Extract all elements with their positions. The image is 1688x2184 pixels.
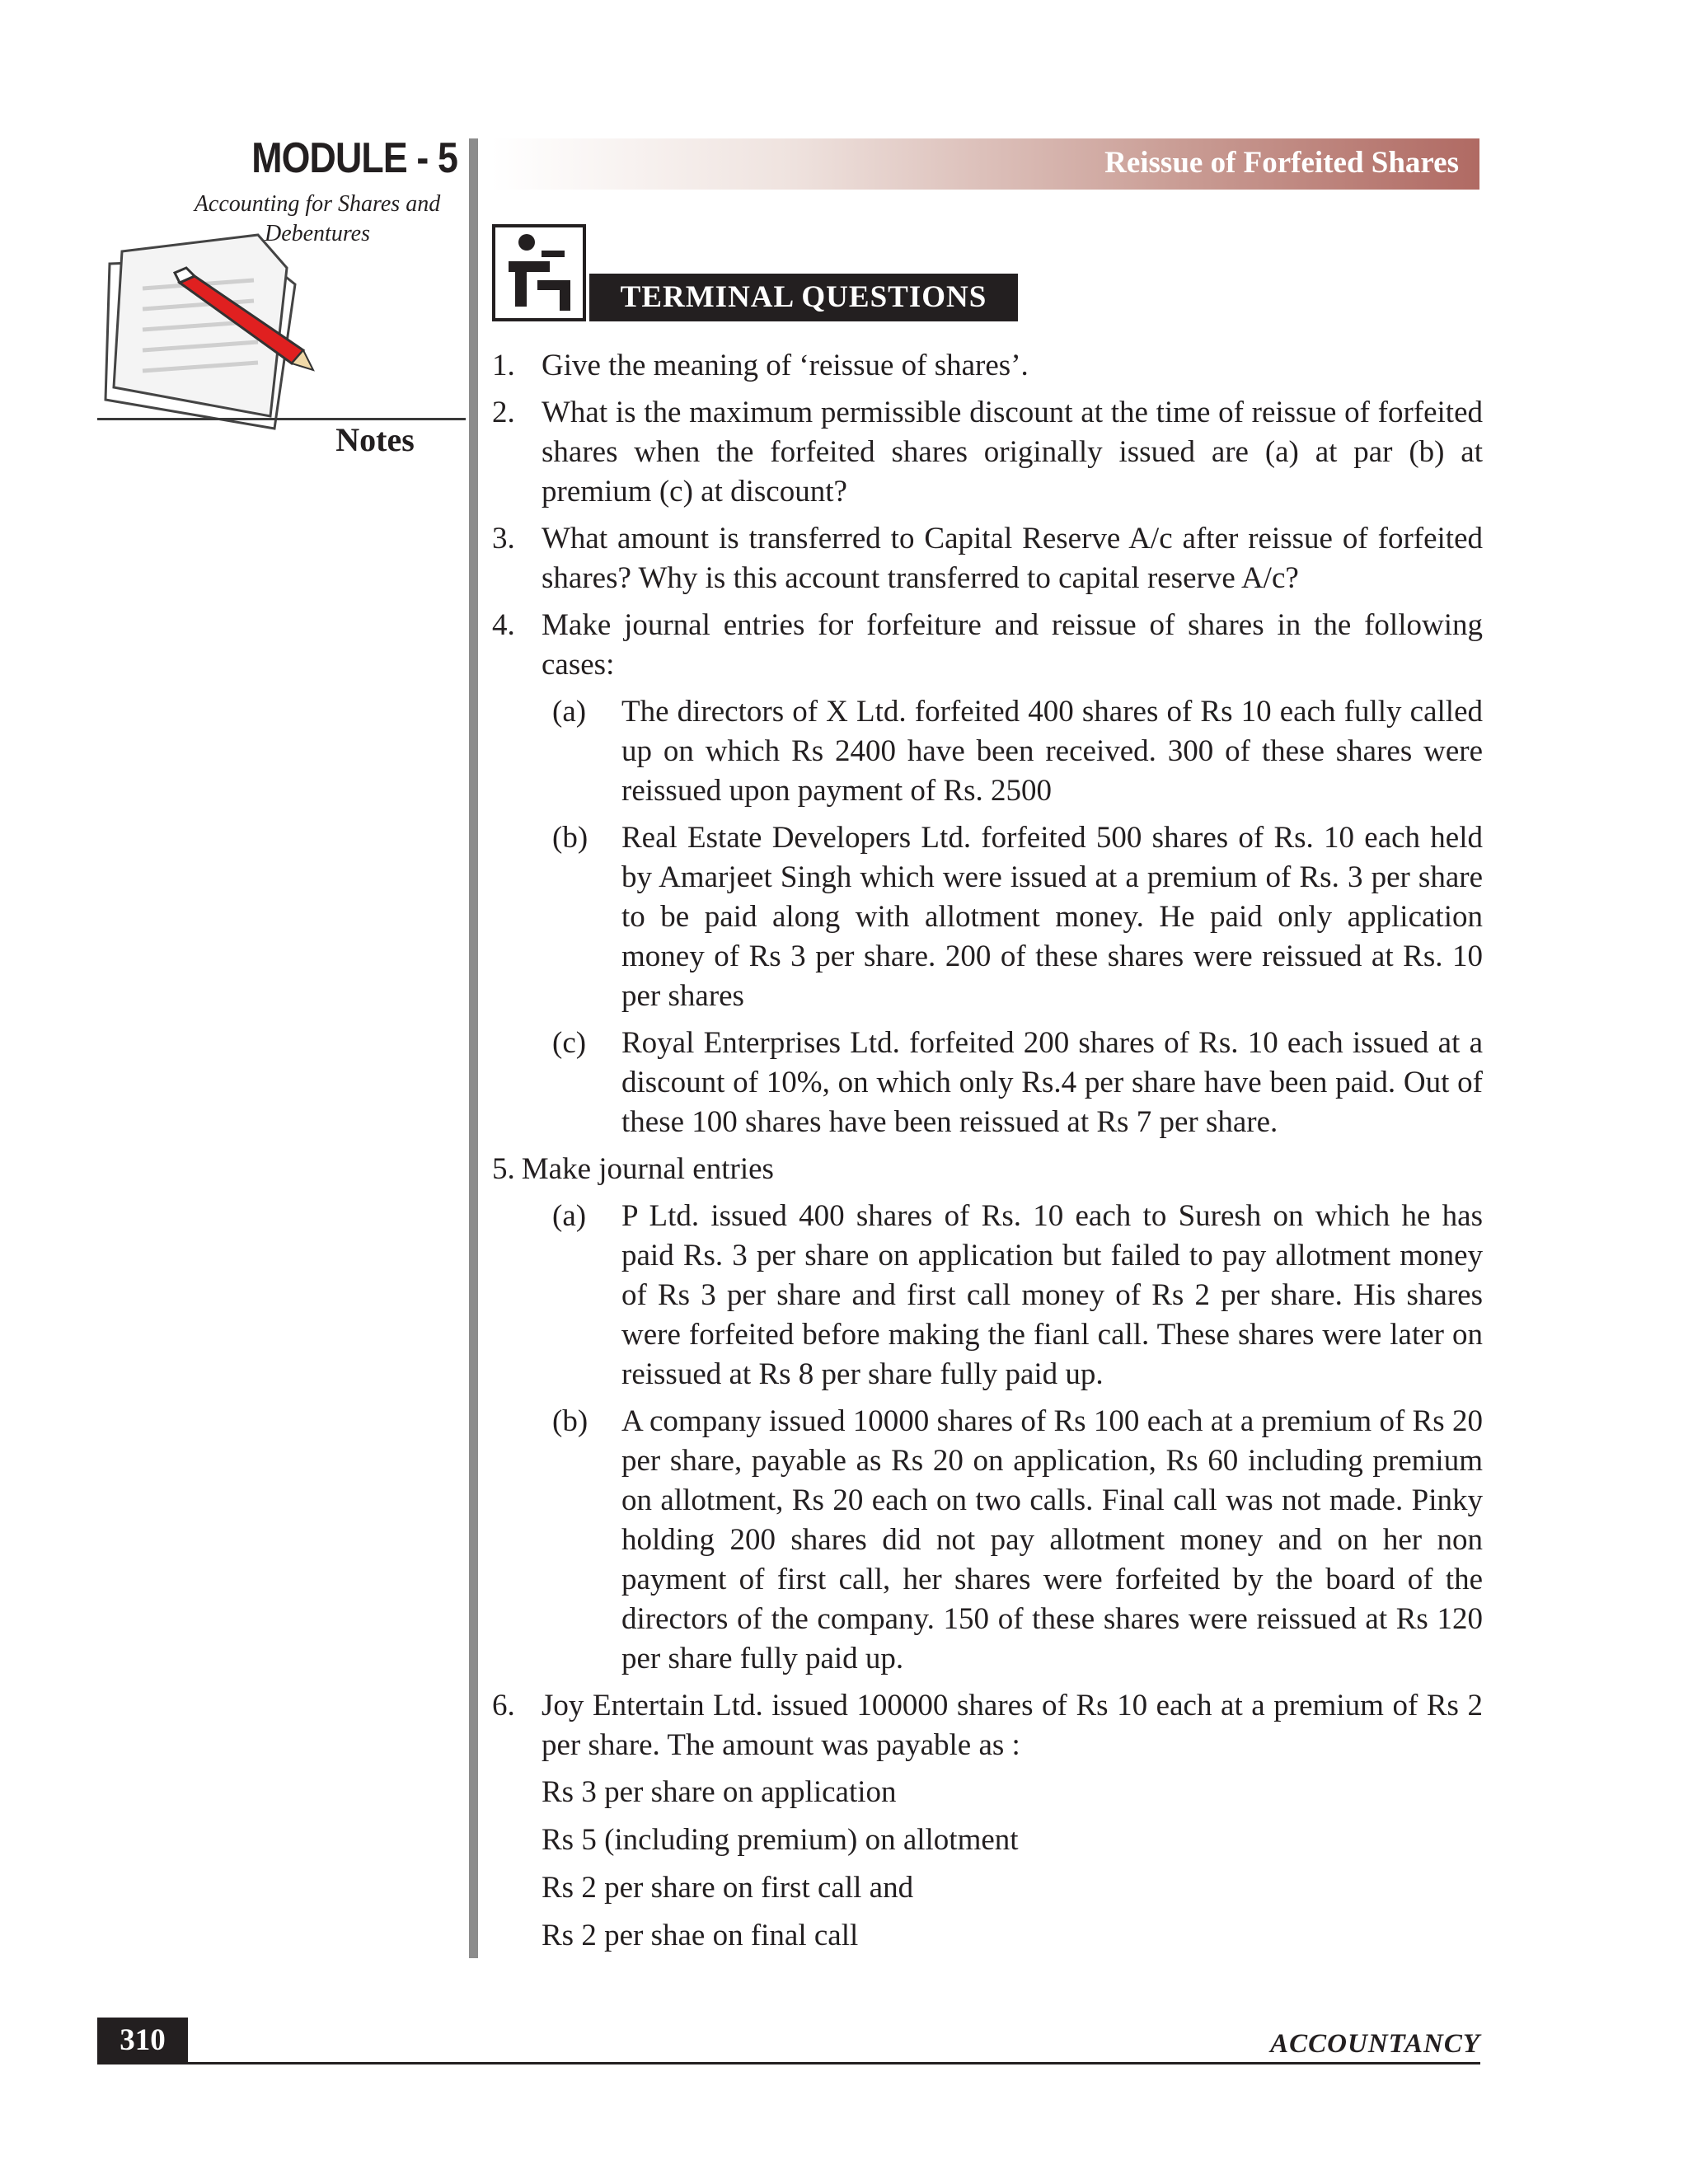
sub-question-text: P Ltd. issued 400 shares of Rs. 10 each to Suresh on which he has paid Rs. 3 per share on application but failed to pay allotment money of Rs 3 per share and first call money of Rs 2 per share. His shares were forfeited before making the fianl call. These shares were later on reissued at Rs 8 per share fully paid up. (621, 1199, 1483, 1391)
question-number: 2. (492, 396, 515, 429)
page-number: 310 (97, 2018, 188, 2064)
question-text: What amount is transferred to Capital Reserve A/c after reissue of forfeited shares? Why is this account transferred to capital reserve A/c? (542, 522, 1483, 595)
question-4a (492, 692, 1483, 811)
sub-question-label: (a) (552, 1199, 587, 1233)
question-5b (492, 1402, 1483, 1679)
question-4 (492, 606, 1483, 685)
sub-question-text: Royal Enterprises Ltd. forfeited 200 shares of Rs. 10 each issued at a discount of 10%, on which only Rs.4 per share have been paid. Out of these 100 shares have been reissued at Rs 7 per share. (621, 1026, 1483, 1139)
sub-question-label: (b) (552, 1404, 588, 1438)
footer-book-title: ACCOUNTANCY (1270, 2029, 1480, 2059)
chapter-title: Reissue of Forfeited Shares (1104, 146, 1459, 180)
question-number: 5. (492, 1152, 515, 1186)
footer-rule (97, 2062, 1480, 2064)
sub-question-text: Real Estate Developers Ltd. forfeited 500 shares of Rs. 10 each held by Amarjeet Singh which were issued at a premium of Rs. 3 per share to be paid along with allotment money. He paid only application money of Rs 3 per share. 200 of these shares were reissued at Rs. 10 per shares (621, 821, 1483, 1013)
chapter-header-band (492, 138, 1479, 190)
student-at-desk-icon (492, 224, 586, 321)
question-text: What is the maximum permissible discount at the time of reissue of forfeited shares when the forfeited shares originally issued are (a) at par (b) at premium (c) at discount? (542, 396, 1483, 509)
question-1 (492, 346, 1483, 386)
question-5 (492, 1150, 1483, 1189)
question-text: Make journal entries for forfeiture and reissue of shares in the following cases: (542, 608, 1483, 682)
question-text: Give the meaning of ‘reissue of shares’. (542, 349, 1029, 382)
sub-question-text: A company issued 10000 shares of Rs 100 each at a premium of Rs 20 per share, payable as Rs 20 on application, Rs 60 including premium on allotment, Rs 20 each on two calls. Final call was not made. Pinky holding 200 shares did not pay allotment money and on her non payment of first call, her shares were forfeited by the board of the directors of the company. 150 of these shares were reissued at Rs 120 per share fully paid up. (621, 1404, 1483, 1675)
question-4b (492, 818, 1483, 1016)
margin-vertical-rule (469, 138, 478, 1958)
question-text: Make journal entries (521, 1152, 774, 1186)
sub-question-label: (b) (552, 821, 588, 855)
question-number: 4. (492, 608, 515, 642)
question-3 (492, 519, 1483, 598)
sub-question-label: (c) (552, 1026, 587, 1060)
question-5a (492, 1197, 1483, 1394)
question-2 (492, 393, 1483, 512)
module-title: MODULE - 5 (251, 134, 457, 182)
question-4c (492, 1024, 1483, 1142)
payment-schedule-application: Rs 3 per share on application (542, 1775, 897, 1809)
sub-question-label: (a) (552, 695, 587, 729)
question-number: 3. (492, 522, 515, 555)
payment-schedule-final-call: Rs 2 per shae on final call (542, 1919, 859, 1952)
question-6 (492, 1686, 1483, 1765)
question-number: 1. (492, 349, 515, 382)
module-subtitle: Accounting for Shares and Debentures (194, 191, 441, 246)
notes-label: Notes (335, 421, 415, 458)
payment-schedule-allotment: Rs 5 (including premium) on allotment (542, 1823, 1019, 1857)
terminal-questions-heading: TERMINAL QUESTIONS (589, 274, 1018, 321)
sub-question-text: The directors of X Ltd. forfeited 400 shares of Rs 10 each fully called up on which Rs 2400 have been received. 300 of these shares were reissued upon payment of Rs. 2500 (621, 695, 1483, 808)
question-text: Joy Entertain Ltd. issued 100000 shares of Rs 10 each at a premium of Rs 2 per share. The amount was payable as : (542, 1689, 1483, 1762)
payment-schedule-first-call: Rs 2 per share on first call and (542, 1871, 914, 1905)
questions-list (492, 346, 1483, 1964)
question-number: 6. (492, 1689, 515, 1722)
